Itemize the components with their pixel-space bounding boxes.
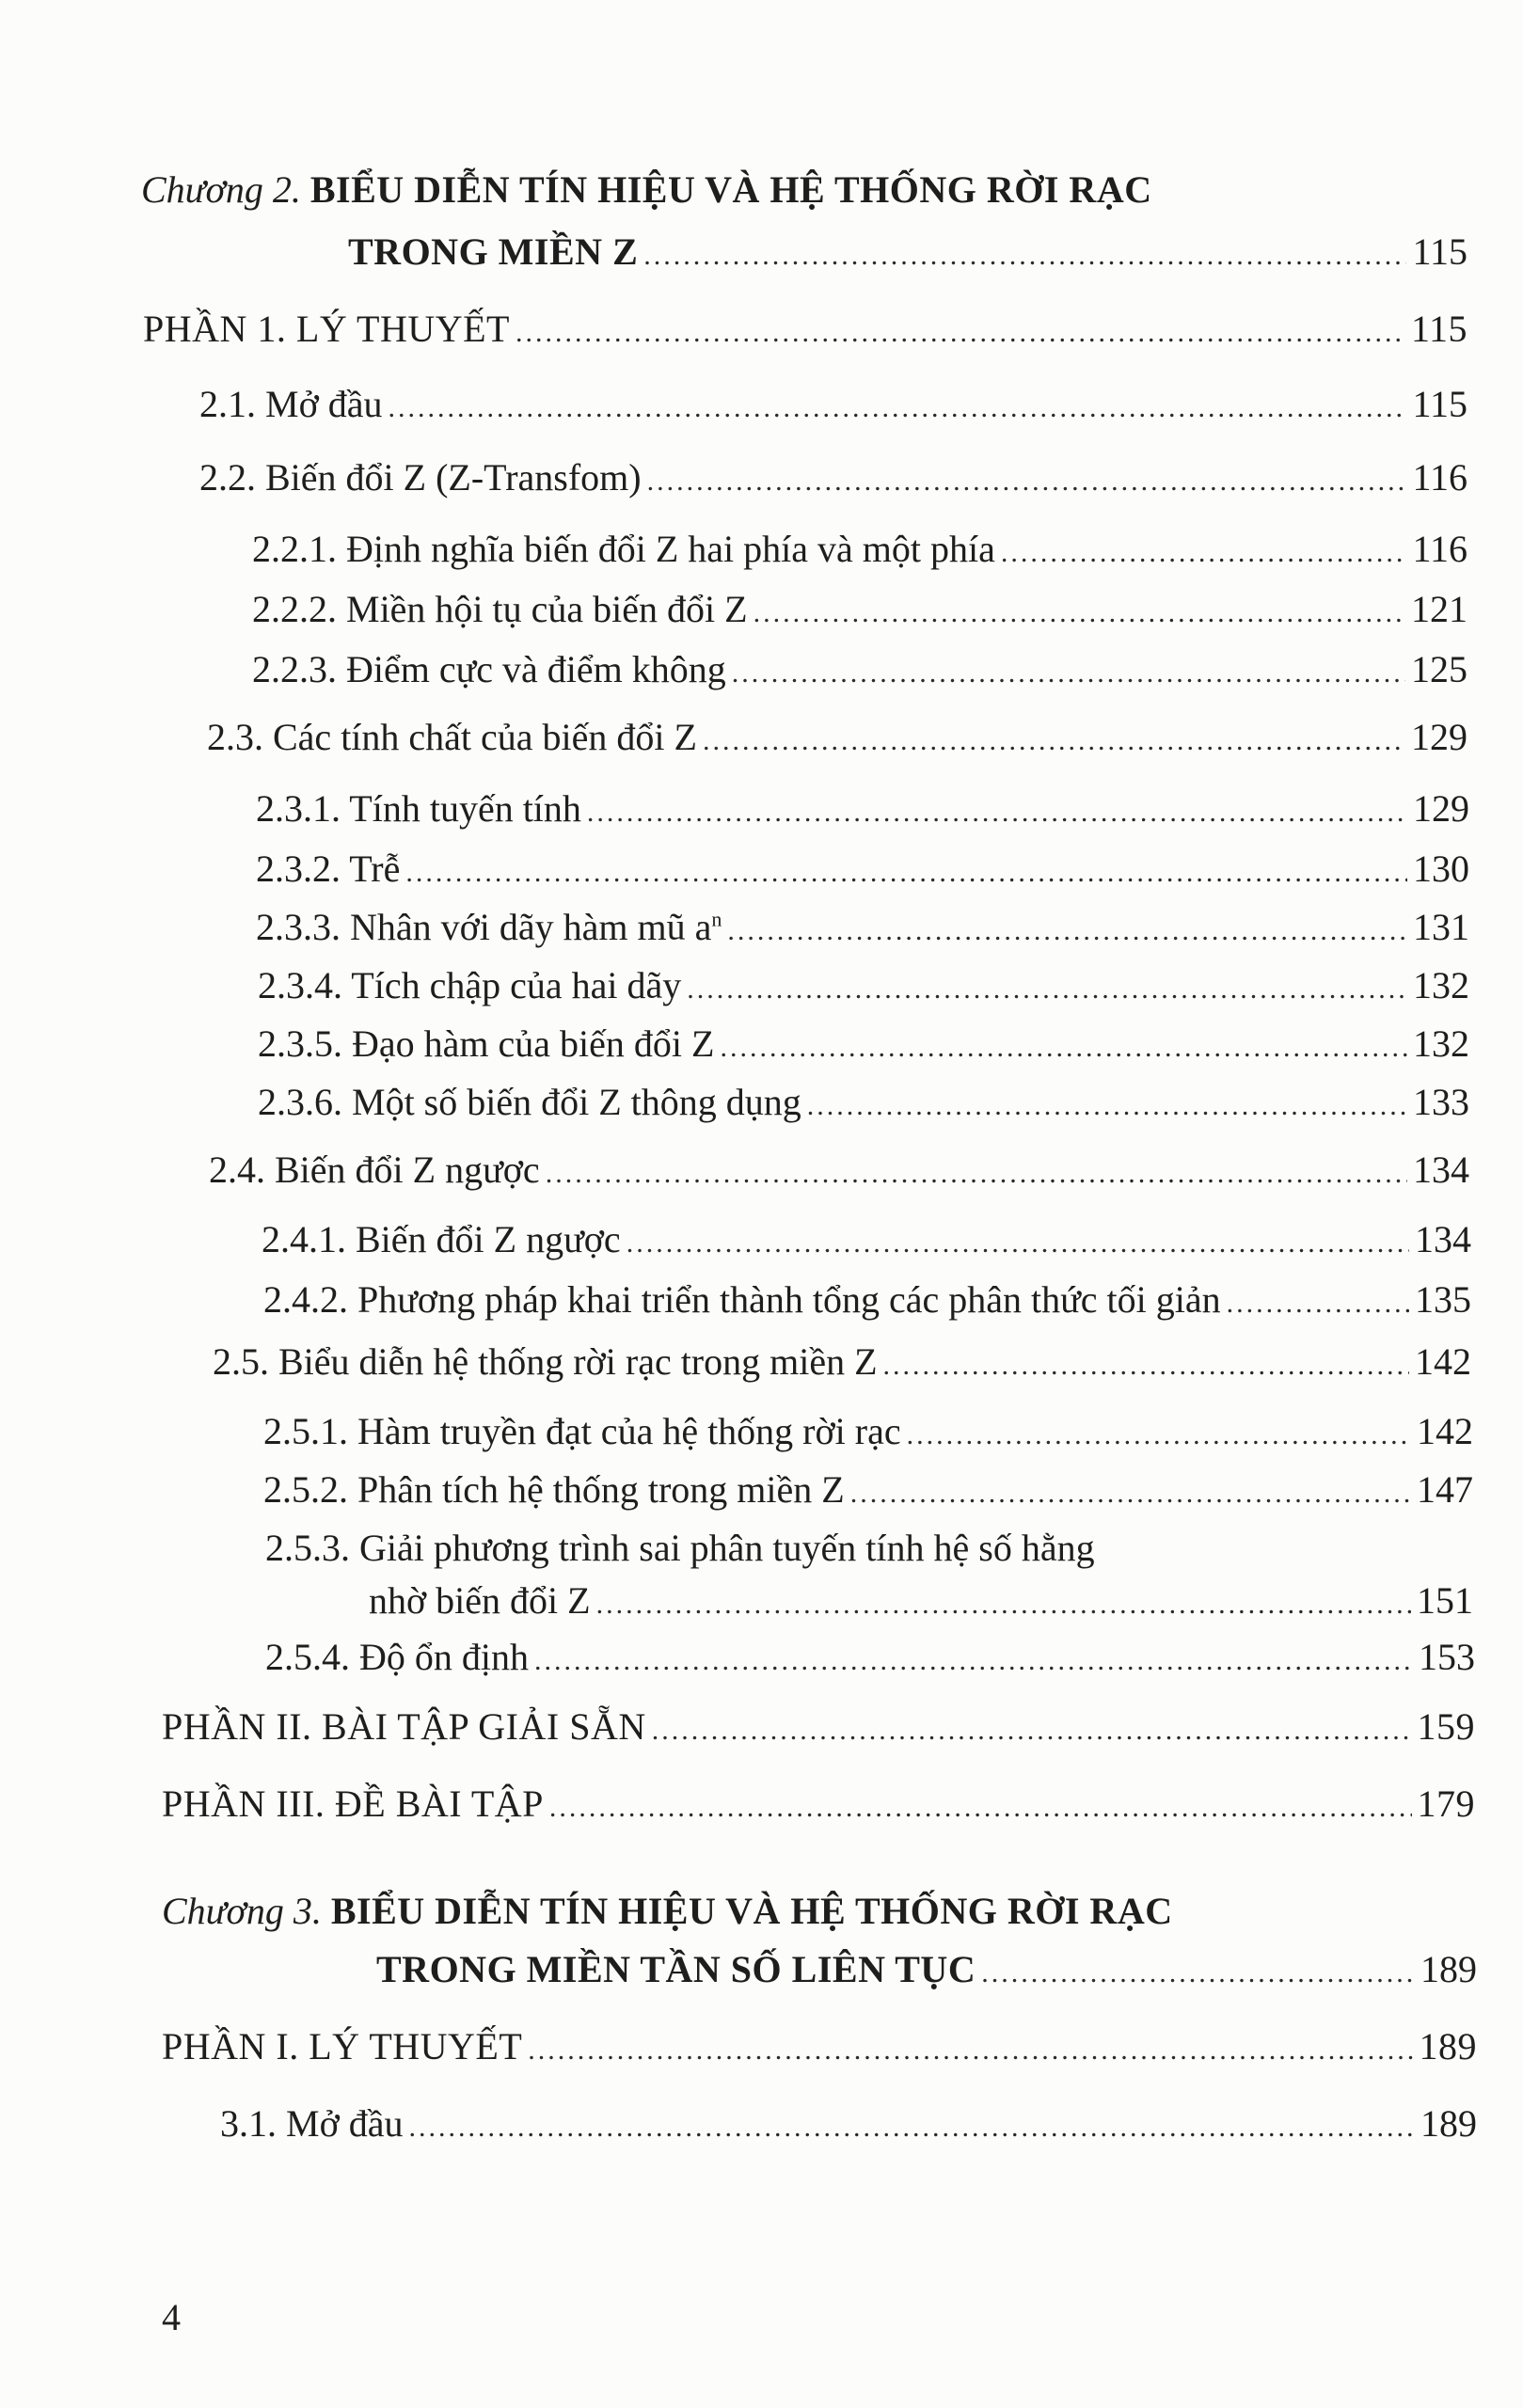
toc-line	[252, 528, 1467, 570]
toc-line	[199, 456, 1467, 499]
toc-line	[263, 1278, 1471, 1321]
page-ref: 179	[1417, 1782, 1475, 1825]
page-ref: 125	[1411, 648, 1467, 690]
toc-title: 2.5.1. Hàm truyền đạt của hệ thống rời rạc	[263, 1410, 901, 1452]
toc-title: 2.4.1. Biến đổi Z ngược	[262, 1218, 621, 1260]
toc-title: 2.5.2. Phân tích hệ thống trong miền Z	[263, 1468, 845, 1511]
page-ref: 132	[1413, 964, 1469, 1006]
dot-leader	[720, 1034, 1407, 1062]
toc-title: nhờ biến đổi Z	[369, 1579, 591, 1622]
chapter-2-heading-line1	[141, 168, 1152, 211]
toc-line	[162, 1705, 1475, 1748]
page-ref: 189	[1420, 2102, 1477, 2145]
chapter-label: Chương 3.	[162, 1890, 322, 1932]
toc-title: PHẦN III. ĐỀ BÀI TẬP	[162, 1782, 544, 1825]
toc-title	[256, 906, 722, 948]
page-ref: 159	[1417, 1705, 1475, 1748]
dot-leader	[687, 975, 1407, 1004]
toc-title: 2.1. Mở đầu	[199, 383, 383, 425]
page-ref: 131	[1413, 906, 1469, 948]
toc-title: 2.5. Biểu diễn hệ thống rời rạc trong miền Z	[213, 1340, 878, 1383]
page-ref: 135	[1415, 1278, 1471, 1321]
toc-line	[143, 310, 1467, 348]
toc-title-multiline: 2.5.3. Giải phương trình sai phân tuyến tính hệ số hằng	[265, 1527, 1095, 1569]
page-number: 4	[162, 2296, 181, 2338]
dot-leader	[727, 917, 1407, 945]
dot-leader	[883, 1352, 1409, 1380]
toc-line	[213, 1340, 1471, 1383]
toc-line	[369, 1579, 1473, 1622]
toc-line	[256, 850, 1469, 888]
dot-leader	[596, 1591, 1411, 1619]
page-ref: 142	[1415, 1340, 1471, 1383]
toc-title: 2.2.3. Điểm cực và điểm không	[252, 648, 726, 690]
toc-line	[256, 787, 1469, 830]
page-ref: 132	[1413, 1022, 1469, 1065]
toc-title: 2.3.2. Trễ	[256, 848, 401, 890]
dot-leader	[1227, 1290, 1409, 1318]
toc-title: 2.3.4. Tích chập của hai dãy	[258, 964, 682, 1006]
toc-line	[209, 1151, 1469, 1189]
dot-leader	[528, 2036, 1413, 2065]
toc-line	[252, 588, 1467, 630]
page-ref: 130	[1413, 848, 1469, 890]
chapter-label: Chương 2.	[141, 168, 301, 211]
toc-title: 2.3.5. Đạo hàm của biến đổi Z	[258, 1022, 715, 1065]
page-ref: 134	[1415, 1218, 1471, 1260]
toc-line	[162, 2025, 1477, 2067]
dot-leader	[850, 1480, 1411, 1508]
page-ref: 147	[1417, 1468, 1473, 1511]
dot-leader	[732, 659, 1405, 688]
dot-leader	[652, 1717, 1412, 1745]
superscript: n	[711, 907, 722, 931]
toc-line	[258, 1022, 1469, 1065]
chapter-title: BIỂU DIỄN TÍN HIỆU VÀ HỆ THỐNG RỜI RẠC	[309, 168, 1152, 211]
page-ref: 116	[1412, 456, 1467, 499]
page-ref: 153	[1419, 1636, 1475, 1678]
toc-line	[265, 1636, 1475, 1678]
toc-title: 2.2. Biến đổi Z (Z-Transfom)	[199, 456, 642, 499]
page-ref: 151	[1417, 1579, 1473, 1622]
dot-leader	[1001, 539, 1407, 567]
dot-leader	[807, 1092, 1407, 1120]
toc-title: 2.3.1. Tính tuyến tính	[256, 787, 581, 830]
toc-title: 2.4. Biến đổi Z ngược	[209, 1149, 540, 1191]
dot-leader	[981, 1959, 1415, 1988]
dot-leader	[388, 394, 1406, 422]
toc-title: 2.2.2. Miền hội tụ của biến đổi Z	[252, 588, 748, 630]
dot-leader	[549, 1794, 1412, 1822]
toc-title-text: 2.3.3. Nhân với dãy hàm mũ a	[256, 906, 712, 948]
page-ref: 116	[1412, 528, 1467, 570]
toc-title: PHẦN 1. LÝ THUYẾT	[143, 308, 510, 350]
dot-leader	[405, 859, 1407, 887]
dot-leader	[534, 1647, 1413, 1675]
dot-leader	[627, 1229, 1409, 1258]
toc-line	[220, 2102, 1477, 2145]
toc-title: 2.2.1. Định nghĩa biến đổi Z hai phía và một phía	[252, 528, 995, 570]
toc-line	[263, 1410, 1473, 1452]
toc-title: 2.4.2. Phương pháp khai triển thành tổng các phân thức tối giản	[263, 1278, 1221, 1321]
dot-leader	[546, 1160, 1407, 1188]
page-ref: 115	[1412, 383, 1467, 425]
toc-line	[263, 1468, 1473, 1511]
dot-leader	[516, 319, 1405, 347]
dot-leader	[754, 599, 1405, 627]
page-ref: 133	[1413, 1081, 1469, 1123]
toc-line	[256, 906, 1469, 948]
toc-line	[162, 1782, 1475, 1825]
dot-leader	[907, 1421, 1411, 1450]
toc-line	[376, 1948, 1477, 1990]
page-ref: 142	[1417, 1410, 1473, 1452]
page-ref: 129	[1413, 787, 1469, 830]
page-ref: 129	[1411, 716, 1467, 758]
dot-leader	[587, 799, 1407, 827]
dot-leader	[643, 242, 1406, 270]
toc-title: 2.5.4. Độ ổn định	[265, 1636, 529, 1678]
chapter-title-cont: TRONG MIỀN TẦN SỐ LIÊN TỤC	[376, 1948, 976, 1990]
page-ref: 115	[1410, 308, 1467, 350]
toc-title: PHẦN I. LÝ THUYẾT	[162, 2025, 523, 2067]
toc-line	[348, 230, 1467, 273]
page-ref: 134	[1413, 1149, 1469, 1191]
toc-line	[199, 383, 1467, 425]
chapter-title-cont: TRONG MIỀN Z	[348, 230, 639, 273]
toc-title: 2.3.6. Một số biến đổi Z thông dụng	[258, 1081, 801, 1123]
dot-leader	[647, 467, 1407, 496]
toc-line	[207, 716, 1467, 758]
toc-title: PHẦN II. BÀI TẬP GIẢI SẴN	[162, 1705, 646, 1748]
dot-leader	[408, 2114, 1415, 2142]
toc-line	[258, 1081, 1469, 1123]
page-ref: 189	[1420, 1948, 1477, 1990]
toc-title: 2.3. Các tính chất của biến đổi Z	[207, 716, 697, 758]
chapter-title: BIỂU DIỄN TÍN HIỆU VÀ HỆ THỐNG RỜI RẠC	[330, 1890, 1173, 1932]
toc-line	[258, 964, 1469, 1006]
dot-leader	[703, 727, 1405, 755]
page-ref: 115	[1412, 230, 1467, 273]
chapter-3-heading-line1	[162, 1890, 1173, 1932]
toc-line	[252, 648, 1467, 690]
toc-title: 3.1. Mở đầu	[220, 2102, 404, 2145]
page-ref: 121	[1411, 588, 1467, 630]
page-ref: 189	[1419, 2025, 1477, 2067]
toc-line	[262, 1218, 1471, 1260]
